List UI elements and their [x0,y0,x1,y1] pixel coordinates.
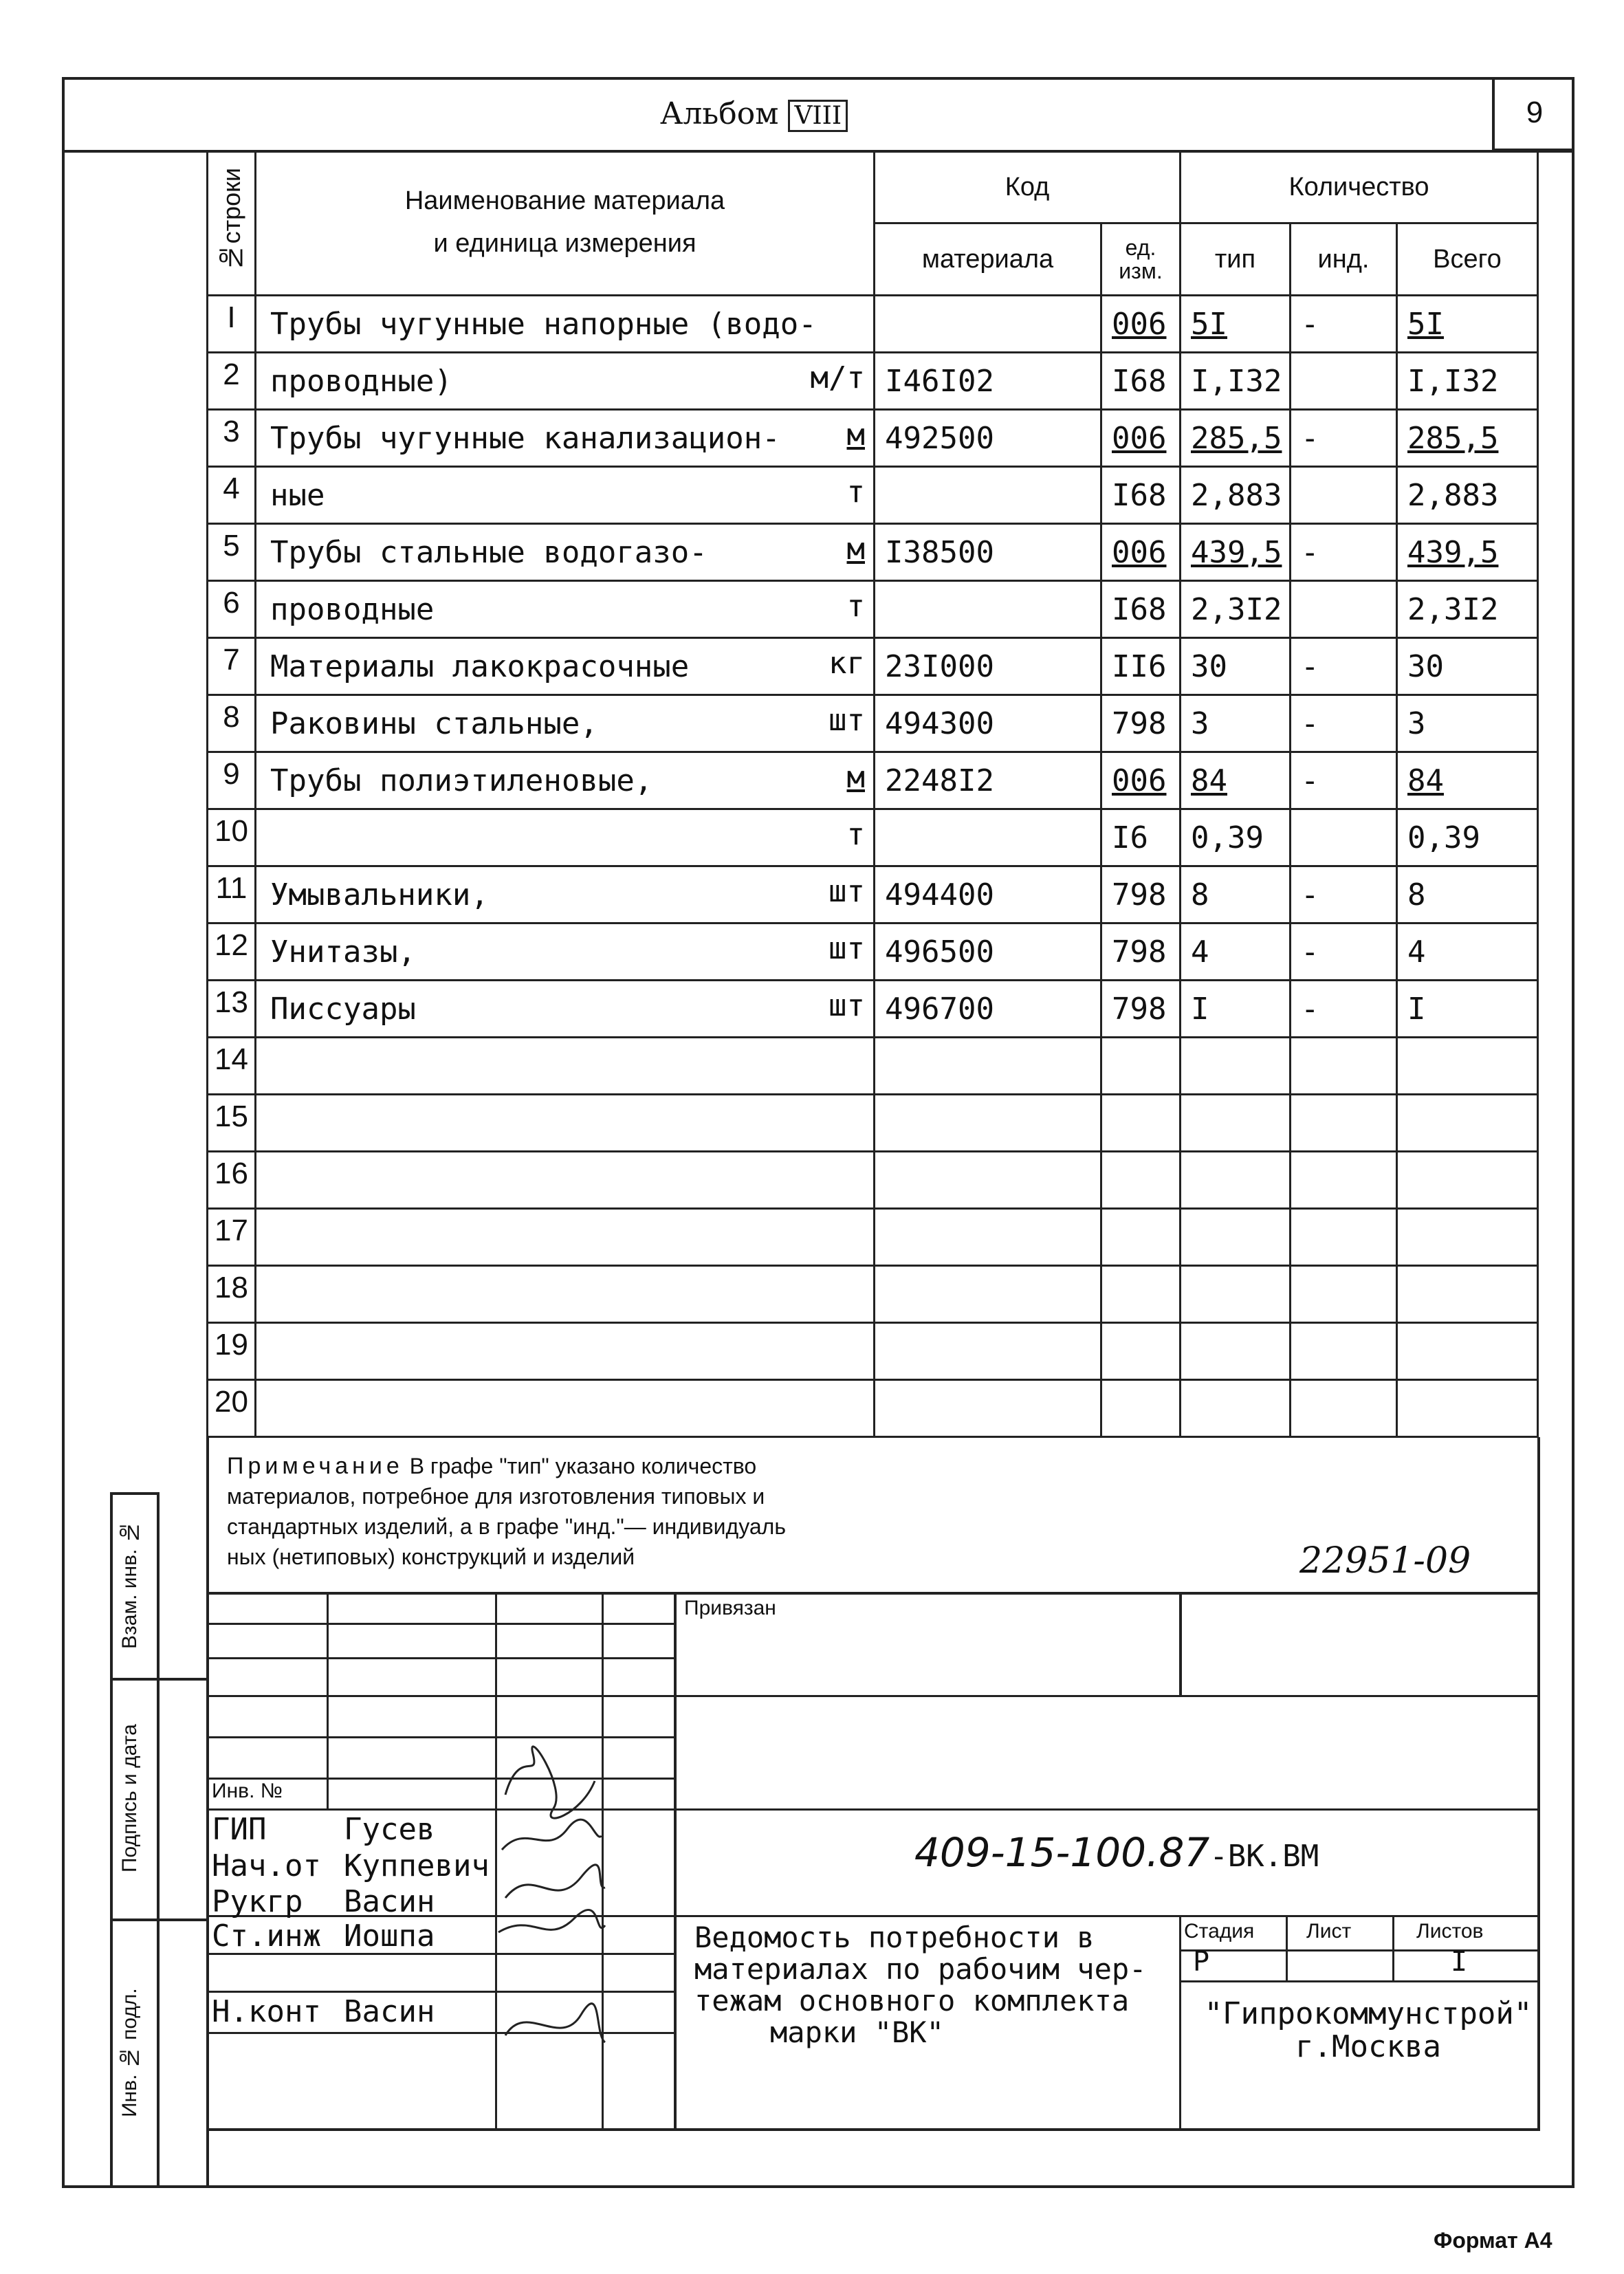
qty-type: 30 [1181,638,1291,695]
material-code: 494400 [875,866,1101,923]
page-number: 9 [1492,77,1574,151]
material-code [875,1038,1101,1095]
table-row [208,410,1538,467]
note-line2: материалов, потребное для изготовления типовых и [227,1484,765,1509]
qty-total [1397,1209,1538,1266]
tb-row-3 [206,1695,1540,1697]
qty-ind [1291,467,1397,524]
qty-total: 8 [1397,866,1538,923]
tb-stage-split [1179,1915,1181,2128]
unit-code: 006 [1101,296,1181,353]
qty-type: 5I [1181,296,1291,353]
material-code [875,1152,1101,1209]
qty-total [1397,1038,1538,1095]
material-name [256,1209,875,1266]
row-number: 12 [208,923,256,981]
material-name: ные т [256,467,875,524]
qty-ind: - [1291,524,1397,581]
signer-name: Гусев [344,1812,435,1847]
table-row [208,1266,1538,1323]
material-code [875,296,1101,353]
material-unit: шт [829,931,865,966]
table-row [208,981,1538,1038]
table-row [208,524,1538,581]
material-unit: м [846,417,865,452]
note-head: Примечание [227,1453,404,1479]
sheet-label: Лист [1306,1920,1352,1943]
qty-type: 4 [1181,923,1291,981]
tb-stage-row [1179,1949,1540,1952]
unit-code: 798 [1101,866,1181,923]
material-name [256,1323,875,1380]
material-name [256,1152,875,1209]
header-name-line2: и единица измерения [433,229,696,258]
note-line4: ных (нетиповых) конструкций и изделий [227,1544,635,1569]
material-name [256,809,875,866]
material-unit: т [846,589,865,624]
row-number: 15 [208,1095,256,1152]
table-row [208,467,1538,524]
table-row [208,1095,1538,1152]
qty-total [1397,1323,1538,1380]
note-line3: стандартных изделий, а в графе "инд."— индивидуаль [227,1514,786,1539]
tb-row-2 [206,1657,674,1659]
qty-ind: - [1291,752,1397,809]
material-name [256,1095,875,1152]
signer-role: ГИП [212,1812,267,1847]
material-name: проводные) м/т [256,353,875,410]
qty-type [1181,1380,1291,1437]
qty-total [1397,1152,1538,1209]
row-number: I [208,296,256,353]
qty-ind [1291,1266,1397,1323]
material-code: 496700 [875,981,1101,1038]
stamp-rule-1 [110,1678,206,1681]
qty-total: 30 [1397,638,1538,695]
material-code: 496500 [875,923,1101,981]
qty-total: I [1397,981,1538,1038]
material-unit: шт [829,988,865,1023]
row-number: 8 [208,695,256,752]
qty-total: 2,3I2 [1397,581,1538,638]
row-number: 6 [208,581,256,638]
material-code: 494300 [875,695,1101,752]
qty-type: 439,5 [1181,524,1291,581]
material-name: Трубы полиэтиленовые, м [256,752,875,809]
qty-total: 285,5 [1397,410,1538,467]
row-number: 3 [208,410,256,467]
row-number: 11 [208,866,256,923]
stamp-rule-2 [110,1918,206,1921]
qty-ind [1291,353,1397,410]
qty-total: 4 [1397,923,1538,981]
qty-type [1181,1038,1291,1095]
row-number: 17 [208,1209,256,1266]
material-code [875,1209,1101,1266]
material-unit: т [846,474,865,510]
material-name: Раковины стальные, шт [256,695,875,752]
format-label: Формат А4 [1434,2228,1552,2253]
qty-ind: - [1291,981,1397,1038]
material-name [256,1266,875,1323]
album-number: VIII [788,100,848,132]
stamp-col-mid [157,1492,160,2187]
material-name: Трубы чугунные канализацион- м [256,410,875,467]
qty-total: 2,883 [1397,467,1538,524]
privyazan-label: Привязан [684,1597,776,1619]
qty-ind [1291,581,1397,638]
table-row [208,581,1538,638]
stage-label: Стадия [1184,1920,1255,1943]
material-name: Трубы чугунные напорные (водо- [256,296,875,353]
signer-role: Нач.от [212,1848,321,1883]
row-number: 14 [208,1038,256,1095]
qty-ind [1291,1209,1397,1266]
label-podpis: Подпись и дата [118,1724,141,1872]
row-number: 20 [208,1380,256,1437]
unit-code: 006 [1101,752,1181,809]
material-name: проводные т [256,581,875,638]
material-code [875,809,1101,866]
table-row [208,1209,1538,1266]
unit-code: 798 [1101,981,1181,1038]
unit-code: 798 [1101,695,1181,752]
qty-type: 0,39 [1181,809,1291,866]
material-code: I46I02 [875,353,1101,410]
header-qty-type: тип [1181,223,1291,296]
tb-row-4 [206,1736,674,1738]
header-code: Код [875,151,1181,223]
unit-code: I68 [1101,581,1181,638]
qty-type: 84 [1181,752,1291,809]
qty-type: 2,883 [1181,467,1291,524]
table-row [208,296,1538,353]
material-name: Материалы лакокрасочные кг [256,638,875,695]
desc-line3: тежам основного комплекта [694,1984,1130,2018]
material-code [875,1323,1101,1380]
material-name: Трубы стальные водогазо- м [256,524,875,581]
qty-ind [1291,1038,1397,1095]
qty-total [1397,1266,1538,1323]
row-number: 5 [208,524,256,581]
unit-code: 006 [1101,524,1181,581]
qty-ind: - [1291,296,1397,353]
tb-stage-col2 [1392,1915,1394,1980]
qty-type [1181,1323,1291,1380]
row-number: 16 [208,1152,256,1209]
material-code [875,467,1101,524]
stamp-rule-top [110,1492,160,1495]
header-qty-total: Всего [1397,223,1538,296]
stage-value: Р [1193,1946,1210,1978]
unit-code [1101,1038,1181,1095]
qty-ind [1291,809,1397,866]
qty-ind: - [1291,638,1397,695]
tb-bottom [206,2128,1540,2131]
table-row [208,638,1538,695]
qty-type [1181,1095,1291,1152]
material-unit: м [846,760,865,795]
note-left-border [206,1437,209,2187]
tb-col-a [327,1592,329,1808]
unit-code [1101,1323,1181,1380]
material-name: Унитазы, шт [256,923,875,981]
header-name [256,151,875,296]
material-code [875,581,1101,638]
row-number: 19 [208,1323,256,1380]
table-row [208,752,1538,809]
material-code: I38500 [875,524,1101,581]
material-unit: м/т [810,360,865,395]
material-unit: шт [829,874,865,909]
inv-no-label: Инв. № [212,1780,283,1802]
note-line1: В графе "тип" указано количество [403,1454,757,1478]
materials-table [206,150,1539,1438]
doc-code-suffix: -ВК.ВМ [1209,1839,1319,1874]
org-line1: "Гипрокоммунстрой" [1204,1996,1533,2031]
header-rownum: №строки [208,151,256,296]
material-name: Умывальники, шт [256,866,875,923]
desc-line1: Ведомость потребности в [694,1921,1095,1954]
qty-total: 439,5 [1397,524,1538,581]
unit-code: I6 [1101,809,1181,866]
sheets-label: Листов [1416,1920,1484,1943]
tb-top [206,1592,1540,1595]
signer-role: Рукгр [212,1884,303,1919]
header-code-unit: ед. изм. [1101,223,1181,296]
header-quantity: Количество [1181,151,1538,223]
label-vzam-inv: Взам. инв. № [118,1520,141,1650]
qty-total: 3 [1397,695,1538,752]
qty-ind: - [1291,695,1397,752]
qty-ind: - [1291,410,1397,467]
desc-line2: материалах по рабочим чер- [694,1952,1147,1986]
tb-privyazan-split [1179,1592,1182,1695]
table-row [208,695,1538,752]
signatures-icon [492,1740,608,2125]
table-row [208,1380,1538,1437]
material-name [256,1380,875,1437]
unit-code [1101,1380,1181,1437]
material-code: 2248I2 [875,752,1101,809]
handwritten-doc-number: 22951-09 [1299,1540,1471,1582]
unit-code: I68 [1101,467,1181,524]
material-name: Писсуары шт [256,981,875,1038]
table-row [208,353,1538,410]
organization [1196,1998,1540,2064]
qty-total [1397,1380,1538,1437]
header-code-material: материала [875,223,1101,296]
material-code: 492500 [875,410,1101,467]
row-number: 13 [208,981,256,1038]
row-number: 7 [208,638,256,695]
signer-name: Васин [344,1884,435,1919]
material-name [256,1038,875,1095]
qty-type: 8 [1181,866,1291,923]
signer-name: Васин [344,1994,435,2029]
qty-ind [1291,1152,1397,1209]
material-code [875,1380,1101,1437]
header-name-line1: Наименование материала [404,186,725,215]
qty-ind [1291,1323,1397,1380]
tb-row-1 [206,1623,674,1625]
material-code: 23I000 [875,638,1101,695]
row-number: 2 [208,353,256,410]
unit-code: I68 [1101,353,1181,410]
qty-type [1181,1209,1291,1266]
unit-code: 798 [1101,923,1181,981]
qty-total: I,I32 [1397,353,1538,410]
signer-name: Куппевич [344,1848,490,1883]
desc-line4: марки "ВК" [770,2015,944,2049]
qty-ind: - [1291,866,1397,923]
qty-type: 2,3I2 [1181,581,1291,638]
doc-code-hand: 409-15-100.87 [914,1829,1210,1876]
signer-name: Иошпа [344,1918,435,1954]
row-number: 18 [208,1266,256,1323]
unit-code [1101,1209,1181,1266]
qty-type: I,I32 [1181,353,1291,410]
header-qty-ind: инд. [1291,223,1397,296]
material-unit: шт [829,703,865,738]
doc-description [694,1922,1146,2048]
qty-total [1397,1095,1538,1152]
unit-code [1101,1152,1181,1209]
row-number: 4 [208,467,256,524]
table-row [208,923,1538,981]
qty-total: 0,39 [1397,809,1538,866]
qty-type [1181,1266,1291,1323]
table-row [208,1038,1538,1095]
unit-code [1101,1266,1181,1323]
signer-role: Н.конт [212,1994,321,2029]
label-inv-podl: Инв. № подл. [118,1988,141,2117]
unit-code [1101,1095,1181,1152]
table-row [208,809,1538,866]
sheets-value: I [1451,1946,1468,1978]
album-label: Альбом [660,96,779,131]
material-code [875,1095,1101,1152]
qty-type: 3 [1181,695,1291,752]
qty-ind: - [1291,923,1397,981]
material-unit: кг [829,646,865,681]
row-number: 9 [208,752,256,809]
tb-split [674,1592,677,2131]
stamp-col-left [110,1492,113,2187]
unit-code: 006 [1101,410,1181,467]
row-number: 10 [208,809,256,866]
qty-type: 285,5 [1181,410,1291,467]
table-row [208,1152,1538,1209]
tb-row-6 [206,1808,1540,1811]
unit-code: II6 [1101,638,1181,695]
material-unit: м [846,532,865,567]
tb-stage-row2 [1179,1980,1540,1982]
qty-ind [1291,1095,1397,1152]
material-unit: т [846,817,865,852]
material-code [875,1266,1101,1323]
signer-role: Ст.инж [212,1918,321,1954]
qty-total: 5I [1397,296,1538,353]
album-header [660,96,848,131]
table-row [208,866,1538,923]
tb-stage-col1 [1286,1915,1288,1980]
table-row [208,1323,1538,1380]
qty-total: 84 [1397,752,1538,809]
org-line2: г.Москва [1295,2029,1441,2064]
doc-code [914,1829,1319,1876]
qty-ind [1291,1380,1397,1437]
qty-type [1181,1152,1291,1209]
qty-type: I [1181,981,1291,1038]
